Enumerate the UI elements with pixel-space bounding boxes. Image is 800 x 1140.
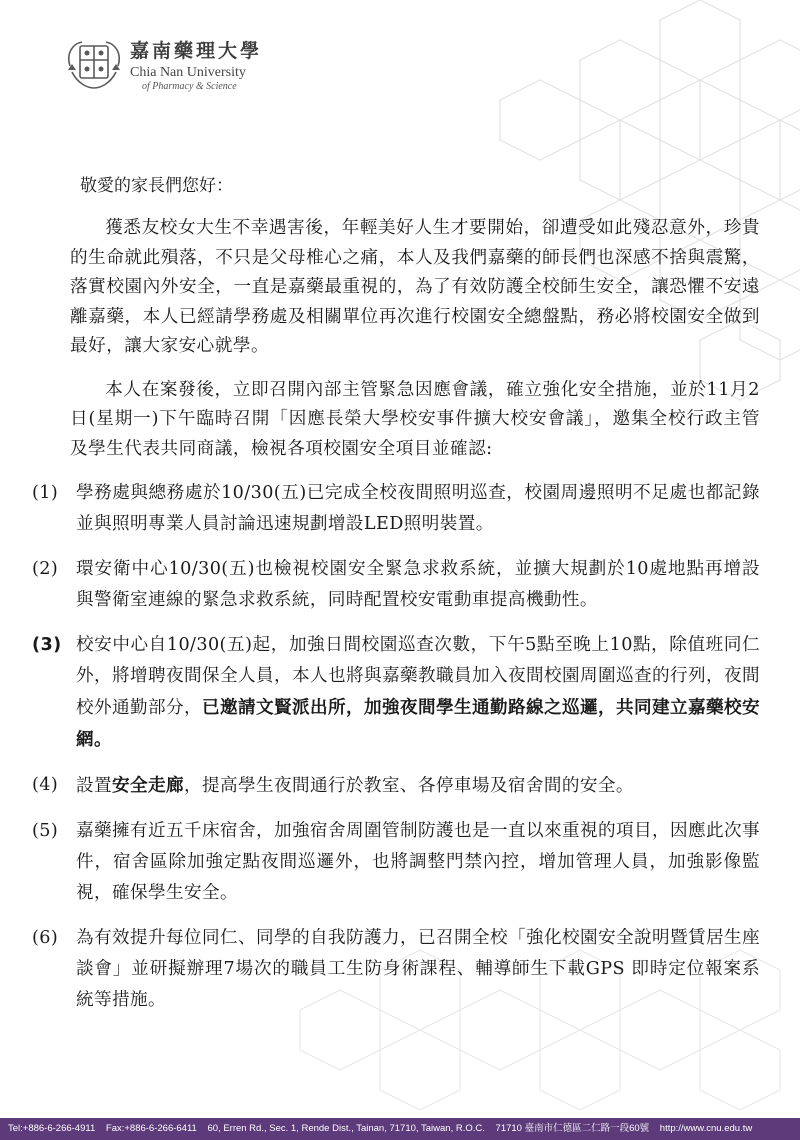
item-text-normal: ，提高學生夜間通行於教室、各停車場及宿舍間的安全。 bbox=[183, 776, 634, 796]
footer-contact-bar bbox=[0, 1118, 800, 1140]
item-text: 嘉藥擁有近五千床宿舍，加強宿舍周圍管制防護也是一直以來重視的項目，因應此次事件，宿舍區除加強定點夜間巡邏外，也將調整門禁內控，增加管理人員，加強影像監視，確保學生安全。 bbox=[76, 821, 760, 903]
university-name-en: Chia Nan University bbox=[130, 65, 246, 80]
university-name-sub: of Pharmacy & Science bbox=[142, 81, 237, 92]
university-header bbox=[62, 36, 262, 92]
footer-url[interactable]: http://www.cnu.edu.tw bbox=[659, 1123, 753, 1134]
paragraph-2: 本人在案發後，立即召開內部主管緊急因應會議，確立強化安全措施，並於11月2日(星期一)下午臨時召開「因應長榮大學校安事件擴大校安會議」，邀集全校行政主管及學生代表共同商議，檢視各項校園安全項目並確認: bbox=[70, 379, 760, 459]
paragraph-1: 獲悉友校女大生不幸遇害後，年輕美好人生才要開始，卻遭受如此殘忍意外，珍貴的生命就此殞落，不只是父母椎心之痛，本人及我們嘉藥的師長們也深感不捨與震驚，落實校園內外安全，一直是嘉藥最重視的，為了有效防護全校師生安全，讓恐懼不安遠離嘉藥，本人已經請學務處及相關單位再次進行校園安全總盤點，務必將校園安全做到最好，讓大家安心就學。 bbox=[70, 218, 760, 356]
item-number: (1) bbox=[32, 483, 59, 503]
item-text bbox=[76, 770, 760, 802]
university-name bbox=[130, 36, 262, 92]
item-text: 為有效提升每位同仁、同學的自我防護力，已召開全校「強化校園安全說明暨賃居生座談會」並研擬辦理7場次的職員工生防身術課程、輔導師生下載GPS 即時定位報案系統等措施。 bbox=[76, 928, 760, 1010]
list-item bbox=[32, 554, 760, 616]
list-item bbox=[32, 630, 760, 756]
item-number: (2) bbox=[32, 559, 59, 579]
item-number: (6) bbox=[32, 928, 59, 948]
item-number: (3) bbox=[32, 635, 62, 655]
item-text: 環安衛中心10/30(五)也檢視校園安全緊急求救系統，並擴大規劃於10處地點再增設與警衛室連線的緊急求救系統，同時配置校安電動車提高機動性。 bbox=[76, 559, 760, 610]
greeting: 敬愛的家長們您好： bbox=[80, 176, 233, 196]
item-number: (4) bbox=[32, 775, 59, 795]
item-number: (5) bbox=[32, 821, 59, 841]
footer-address-en: 60, Erren Rd., Sec. 1, Rende Dist., Tainan, 71710, Taiwan, R.O.C. bbox=[207, 1123, 485, 1134]
item-text bbox=[76, 630, 760, 756]
list-item bbox=[32, 478, 760, 540]
footer-address-zh: 71710 臺南市仁德區二仁路一段60號 bbox=[495, 1123, 650, 1134]
item-text: 學務處與總務處於10/30(五)已完成全校夜間照明巡查，校園周邊照明不足處也都記錄並與照明專業人員討論迅速規劃增設LED照明裝置。 bbox=[76, 483, 760, 534]
list-item bbox=[32, 770, 760, 802]
measures-list bbox=[32, 478, 760, 1016]
list-item bbox=[32, 923, 760, 1016]
list-item bbox=[32, 816, 760, 909]
item-text-normal: 校安中心自10/30(五)起，加強日間校園巡查次數，下午5點至晚上10點，除值班同仁外，將增聘夜間保全人員，本人也將與嘉藥教職員加入夜間校園周圍巡查的行列，夜間校外通勤部分， bbox=[76, 635, 760, 718]
item-text-bold: 已邀請文賢派出所，加強夜間學生通勤路線之巡邏，共同建立嘉藥校安網。 bbox=[76, 697, 760, 750]
letter-body bbox=[32, 172, 760, 1030]
item-text-normal: 設置 bbox=[76, 776, 112, 796]
university-seal-logo bbox=[62, 36, 126, 92]
footer-tel: Tel:+886-6-266-4911 bbox=[8, 1123, 96, 1134]
item-text-bold: 安全走廊 bbox=[112, 775, 184, 796]
university-name-zh: 嘉南藥理大學 bbox=[130, 40, 263, 62]
footer-fax: Fax:+886-6-266-6411 bbox=[105, 1123, 197, 1134]
